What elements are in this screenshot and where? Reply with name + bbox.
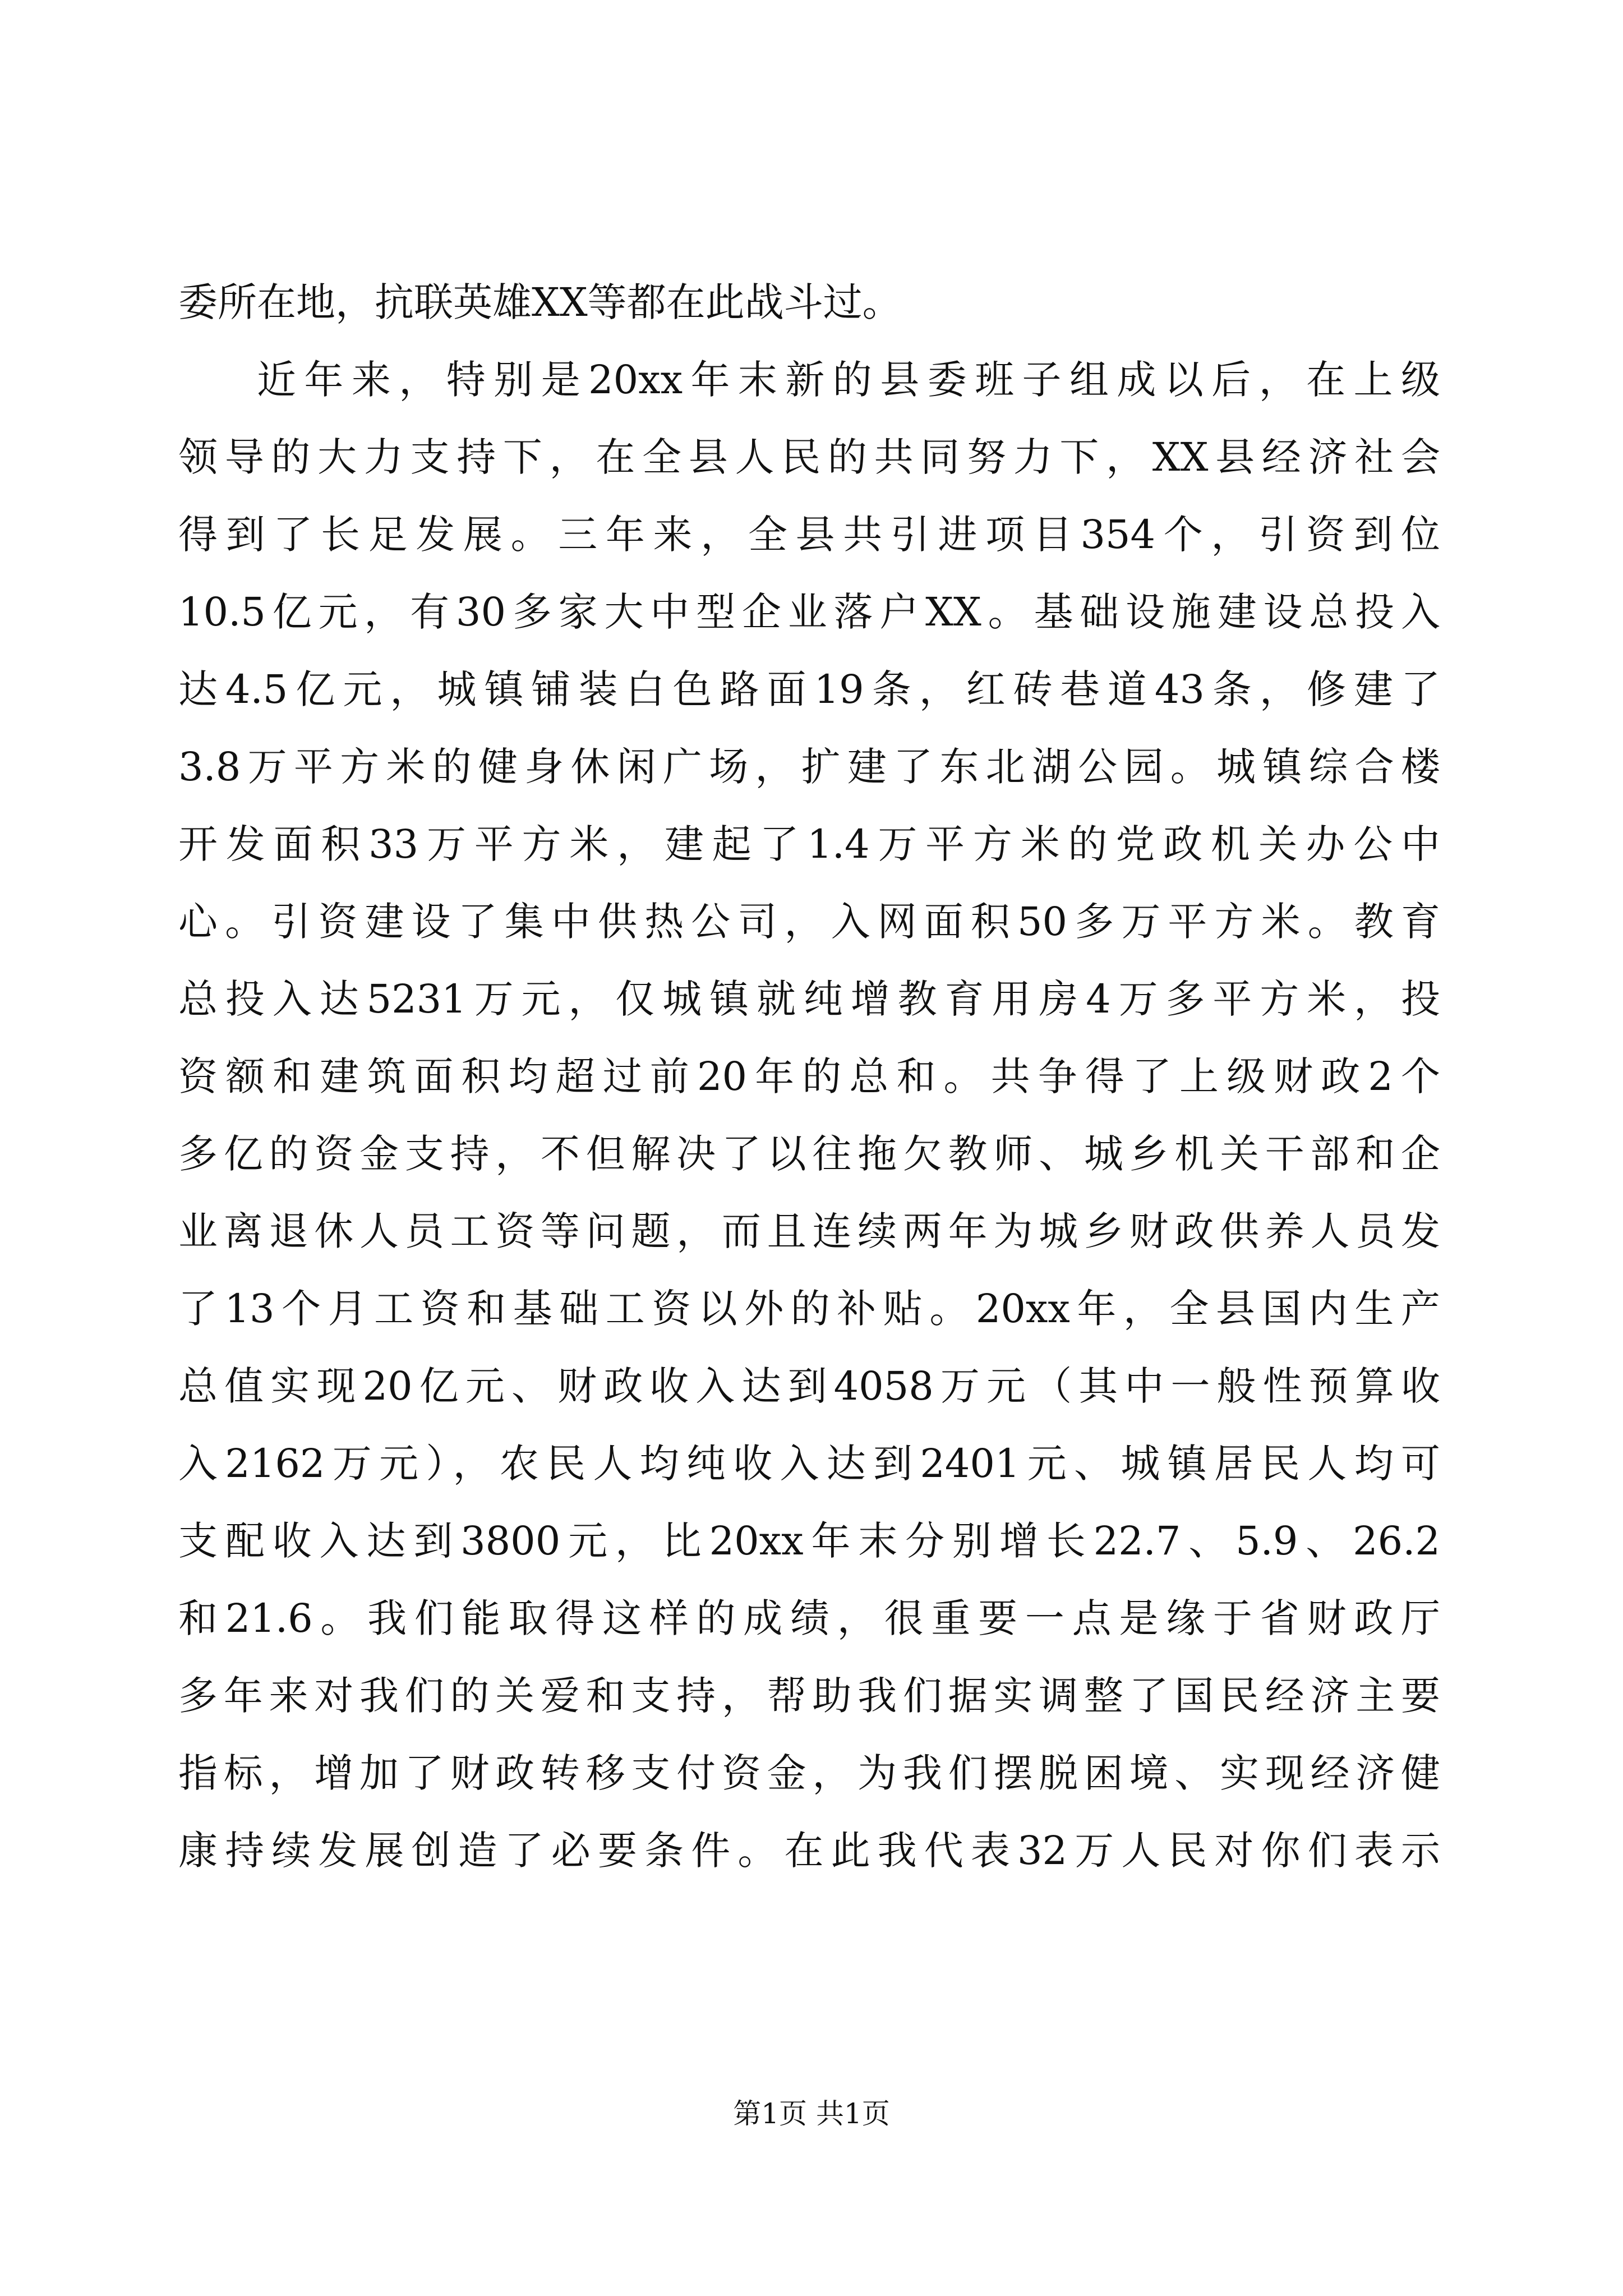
text-line-21: 康持续发展创造了必要条件。在此我代表32万人民对你们表示 bbox=[178, 1828, 1440, 1874]
page-footer: 第1页 共1页 bbox=[733, 2097, 890, 2130]
text-line-7: 3.8万平方米的健身休闲广场，扩建了东北湖公园。城镇综合楼 bbox=[178, 744, 1440, 790]
body-text bbox=[178, 264, 1440, 1889]
text-line-17: 支配收入达到3800元，比20xx年末分别增长22.7、5.9、26.2 bbox=[178, 1518, 1440, 1564]
text-line-1: 委所在地，抗联英雄XX等都在此战斗过。 bbox=[178, 279, 902, 325]
text-line-13: 业离退休人员工资等问题，而且连续两年为城乡财政供养人员发 bbox=[178, 1208, 1440, 1254]
text-line-19: 多年来对我们的关爱和支持，帮助我们据实调整了国民经济主要 bbox=[178, 1673, 1440, 1719]
text-line-11: 资额和建筑面积均超过前20年的总和。共争得了上级财政2个 bbox=[178, 1053, 1440, 1099]
text-line-2: 近年来，特别是20xx年末新的县委班子组成以后，在上级 bbox=[257, 357, 1440, 403]
text-line-15: 总值实现20亿元、财政收入达到4058万元（其中一般性预算收 bbox=[178, 1363, 1440, 1409]
text-line-10: 总投入达5231万元，仅城镇就纯增教育用房4万多平方米，投 bbox=[178, 976, 1440, 1022]
text-line-14: 了13个月工资和基础工资以外的补贴。20xx年，全县国内生产 bbox=[178, 1286, 1440, 1332]
text-line-20: 指标，增加了财政转移支付资金，为我们摆脱困境、实现经济健 bbox=[178, 1750, 1440, 1796]
text-line-16: 入2162万元），农民人均纯收入达到2401元、城镇居民人均可 bbox=[178, 1441, 1440, 1487]
text-line-9: 心。引资建设了集中供热公司，入网面积50多万平方米。教育 bbox=[178, 899, 1440, 945]
text-line-8: 开发面积33万平方米，建起了1.4万平方米的党政机关办公中 bbox=[178, 821, 1440, 867]
text-line-4: 得到了长足发展。三年来，全县共引进项目354个，引资到位 bbox=[178, 512, 1440, 558]
text-line-6: 达4.5亿元，城镇铺装白色路面19条，红砖巷道43条，修建了 bbox=[178, 666, 1440, 712]
text-line-5: 10.5亿元，有30多家大中型企业落户XX。基础设施建设总投入 bbox=[178, 589, 1440, 635]
text-line-12: 多亿的资金支持，不但解决了以往拖欠教师、城乡机关干部和企 bbox=[178, 1131, 1440, 1177]
text-line-18: 和21.6。我们能取得这样的成绩，很重要一点是缘于省财政厅 bbox=[178, 1595, 1440, 1641]
text-line-3: 领导的大力支持下，在全县人民的共同努力下，XX县经济社会 bbox=[178, 434, 1440, 480]
